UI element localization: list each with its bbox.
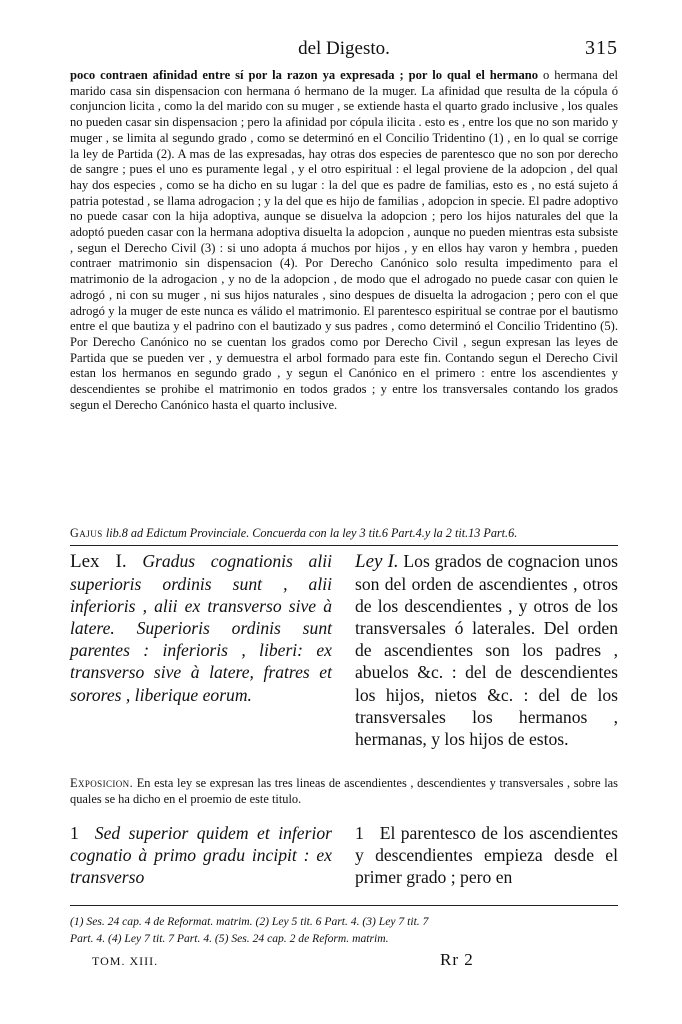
signature-mark: Rr 2 (440, 950, 474, 969)
latin-law-text (70, 550, 332, 706)
source-reference: lib.8 ad Edictum Provinciale. Concuerda con la ley 3 tit.6 Part.4.y la 2 tit.13 Part.6. (105, 526, 518, 540)
section1-spanish (355, 822, 618, 888)
section1-number-spanish: 1 (355, 823, 364, 843)
volume-mark: TOM. XIII. (92, 954, 159, 968)
footnote-line-1: (1) Ses. 24 cap. 4 de Reformat. matrim. (2) Ley 5 tit. 6 Part. 4. (3) Ley 7 tit. 7 (70, 915, 429, 928)
running-title: del Digesto. (298, 38, 390, 59)
section1-latin-text: Sed superior quidem et inferior cognatio à primo gradu incipit : ex transverso (70, 823, 332, 888)
source-citation (70, 526, 618, 541)
intro-paragraph (70, 68, 618, 413)
section1-number-latin: 1 (70, 823, 79, 843)
page-number: 315 (585, 37, 618, 59)
footnote-line-2: Part. 4. (4) Ley 7 tit. 7 Part. 4. (5) Ses. 24 cap. 2 de Reform. matrim. (70, 931, 389, 945)
latin-law-body: Gradus cognationis alii superioris ordinis sunt , alii inferioris , alii ex transverso sive à latere. Superioris ordinis sunt parentes : inferioris , liberi: ex transverso sive à latere, fratres et sorores , liberique eorum. (70, 551, 332, 705)
section1-spanish-text: El parentesco de los ascendientes y descendientes empieza desde el primer grado ; pero en (355, 823, 618, 888)
spanish-law-body: Los grados de cognacion unos son del orden de ascendientes , otros de los descendientes , y otros de los transversales ó laterales. Del orden de ascendientes son los padres , abuelos &c. : del de descendientes los hijos, nietos &c. : del de los transversales los hermanos , hermanas, y los hijos de estos. (355, 551, 618, 749)
spanish-law-heading: Ley I. (355, 551, 399, 572)
section1-latin (70, 822, 332, 888)
exposicion-paragraph (70, 776, 618, 807)
footnote-rule (70, 905, 618, 906)
running-header (70, 38, 618, 64)
spanish-law-text (355, 550, 618, 750)
intro-lead: poco contraen afinidad entre sí por la razon ya expresada ; por lo qual el hermano (70, 68, 539, 82)
divider-rule (70, 545, 618, 546)
intro-text: o hermana del marido casa sin dispensacion con hermana ó hermano de la muger. La afinidad que resulta de la cópula ó conjuncion licita , como la del marido con su muger , se extiende hasta el quarto grado inclusive , los quales no pueden casar sin dispensacion ; pero la afinidad por cópula ilicita . esto es , entre los que no son marido y muger , se limita al segundo grado , como se determinó en el Concilio Tridentino (1) , en lo qual se corrige la ley de Partida (2). A mas de las expresadas, hay otras dos especies de parentesco que no son por derecho de sangre ; pues el uno es puramente legal , y el otro espiritual : el legal proviene de la adopcion , del qual hay dos especies , como se ha dicho en su lugar : la del que es padre de familias, esto es , no está sujeto á patria potestad , se llama adrogacion ; y la del que es hijo de familias , adopcion in specie. El padre adoptivo no puede casar con la hija adoptiva, aunque se disuelva la adopcion ; pero los hijos naturales del que la adoptó pueden casar con la hermana adoptiva disuelta la adopcion , aunque no pueden mientras esta subsiste , segun el Derecho Civil (3) : si uno adopta á muchos por hijos , y en ellos hay varon y hembra , pueden contraer matrimonio sin dispensacion (4). Por Derecho Canónico solo resulta impedimento para el matrimonio de la adrogacion , y no de la adopcion , de modo que el adrogado no puede casar con quien le adrogó , ni con su muger , ni sus hijos naturales , sino despues de disuelta la adrogacion ; pero con el que adrogó y la muger de este nunca es válido el matrimonio. El parentesco espiritual se contrae por el bautismo entre el que bautiza y el padrino con el bautizado y sus padres , como determinó el Concilio Tridentino (5). Por Derecho Canónico no se cuentan los grados como por Derecho Civil , segun expresan las leyes de Partida que se pueden ver , y demuestra el arbol formado para este fin. Contando segun el Derecho Civil estan los hermanos en segundo grado , y segun el Canónico en el primero : entre los ascendientes y descendientes se prohibe el matrimonio en todos grados ; y entre los transversales contando los grados segun el Derecho Canónico hasta el quarto inclusive. (70, 68, 619, 412)
exposicion-text: En esta ley se expresan las tres lineas de ascendientes , descendientes y transversales , sobre las quales se ha dicho en el proemio de este titulo. (70, 776, 618, 806)
footnotes (70, 914, 618, 947)
source-author: Gajus (70, 526, 103, 540)
latin-law-heading: Lex I. (70, 551, 127, 572)
exposicion-label: Exposicion. (70, 776, 134, 790)
